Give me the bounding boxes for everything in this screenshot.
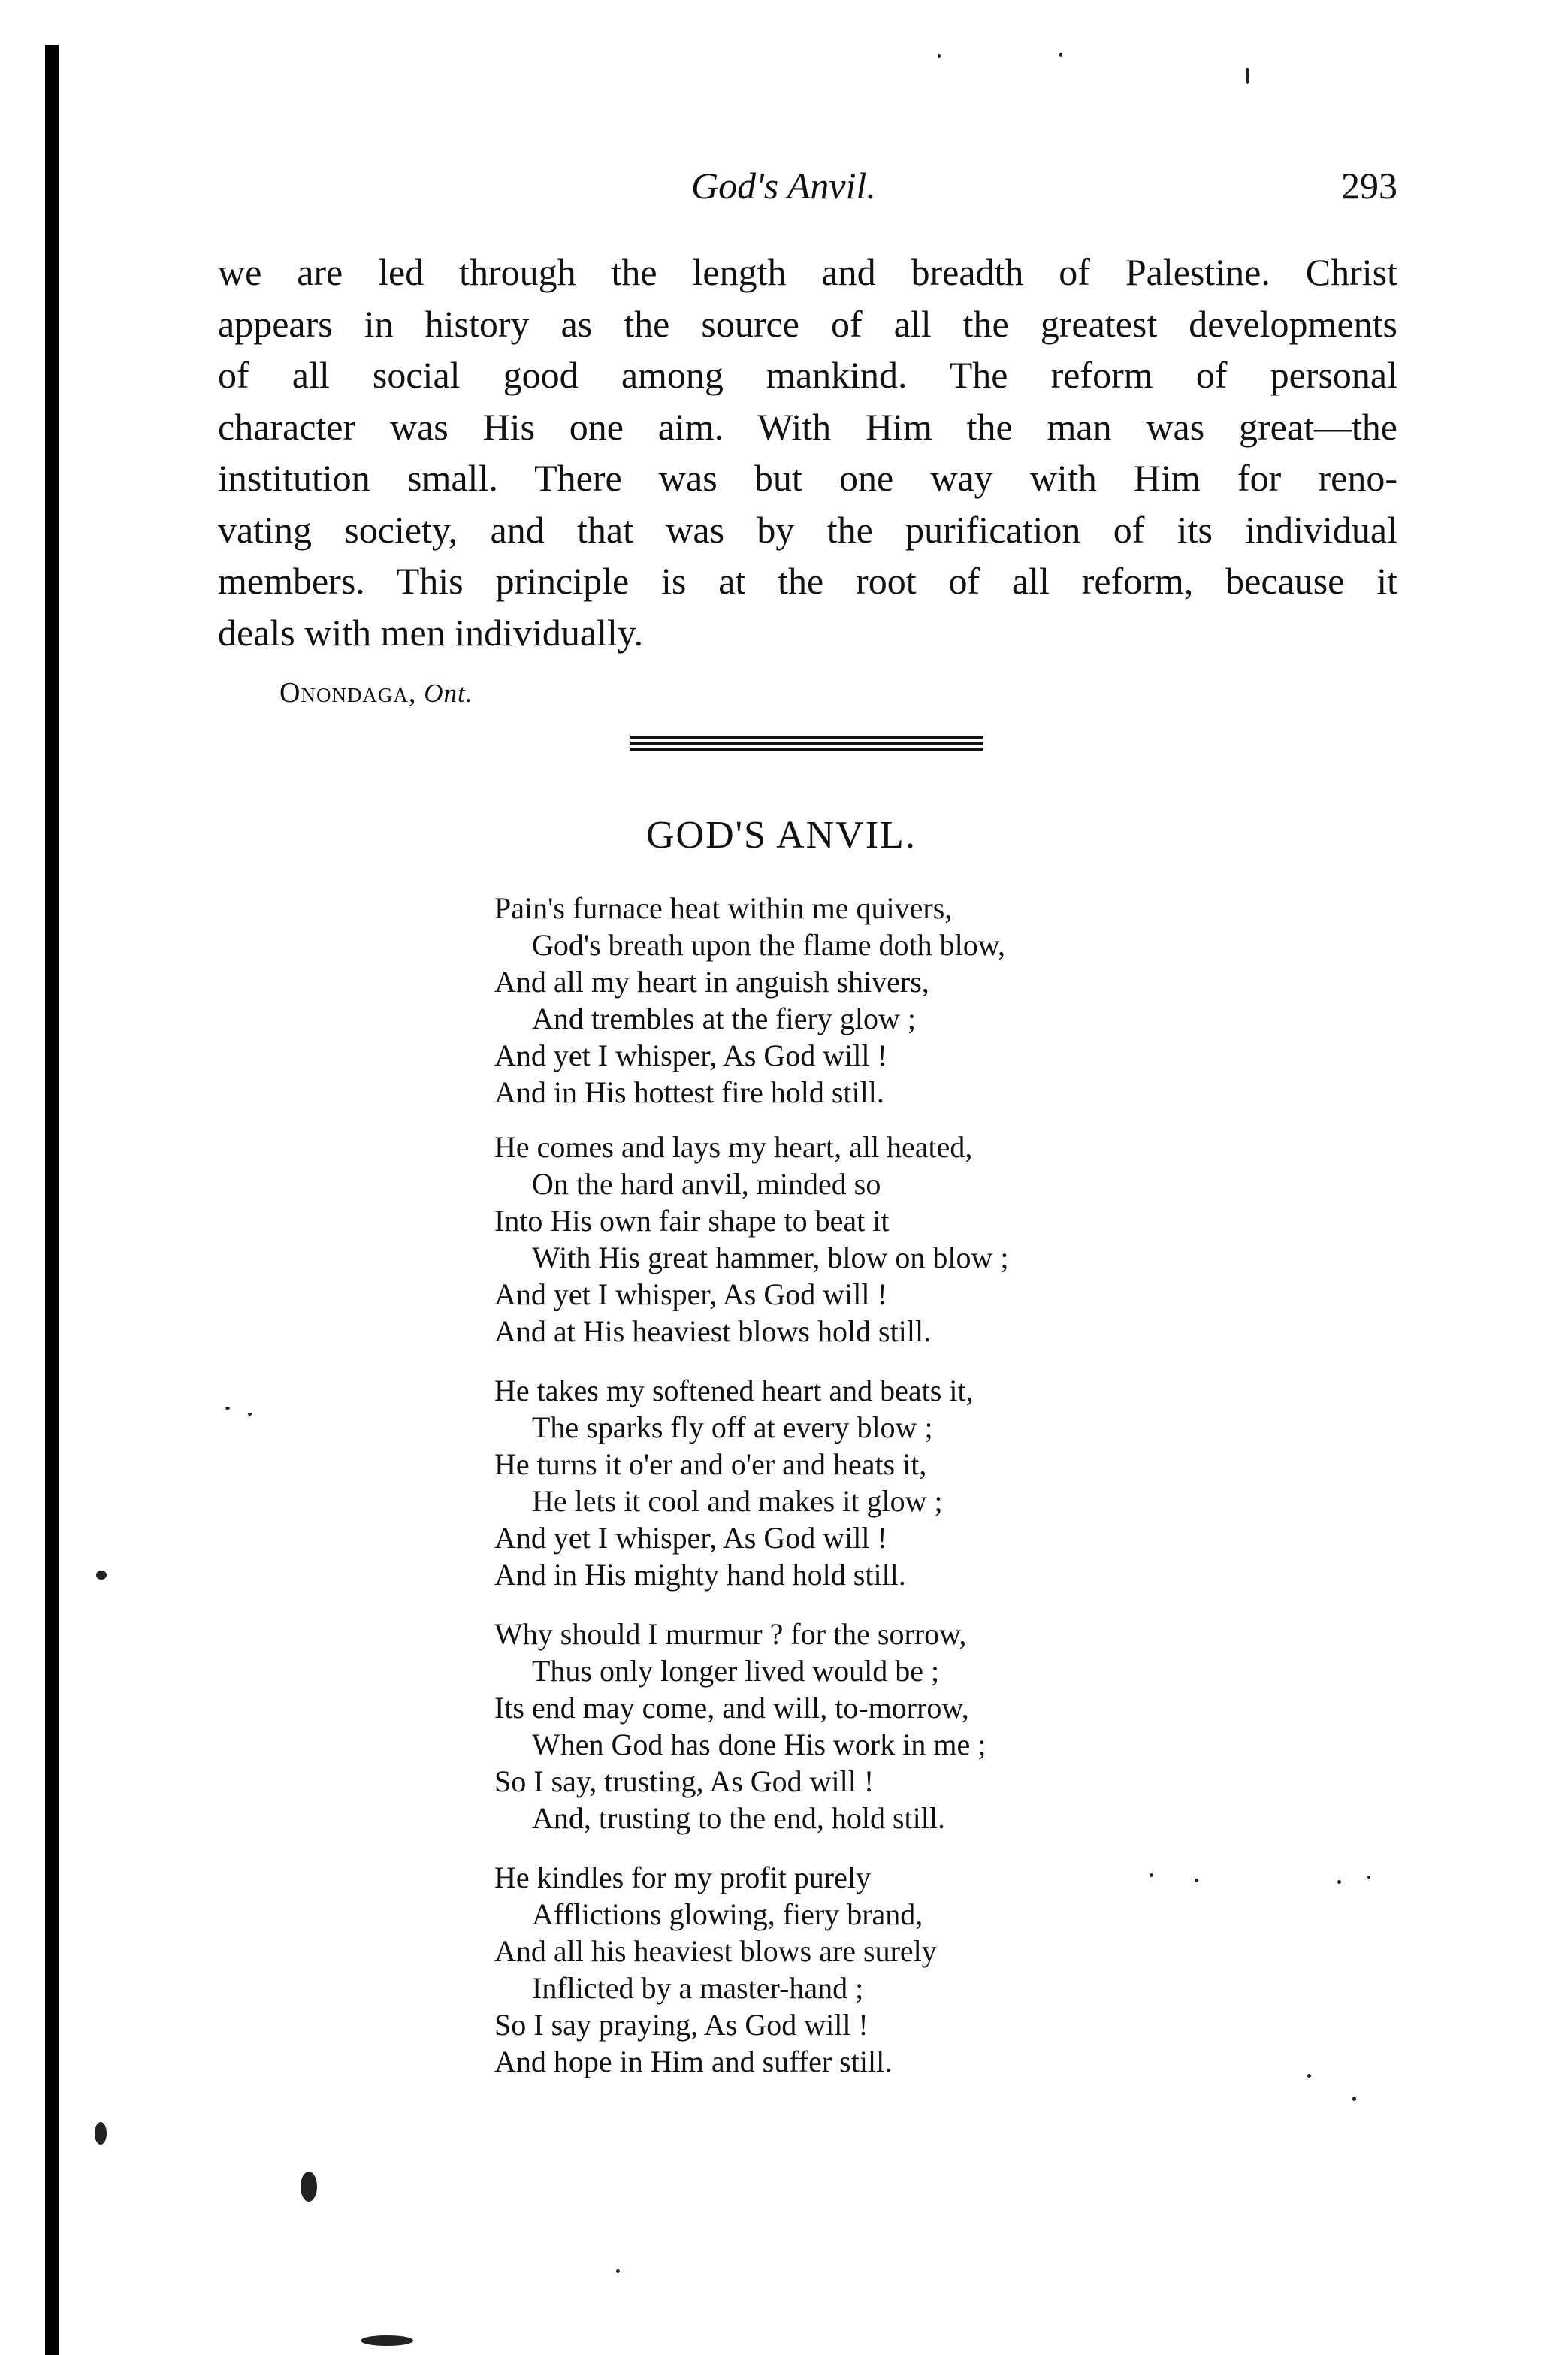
scan-speck [301,2172,317,2202]
verse-line: With His great hammer, blow on blow ; [532,1241,1009,1274]
stanza [494,1372,1171,1593]
prose-line: we are led through the length and breadth of Palestine. Christ [218,251,1397,293]
signature-province: Ont. [424,679,473,708]
verse-line: And yet I whisper, As God will ! [494,1521,887,1555]
scan-speck [1352,2097,1356,2101]
verse-line: Why should I murmur ? for the sorrow, [494,1617,967,1651]
verse-line: Pain's furnace heat within me quivers, [494,891,953,925]
prose-line: deals with men individually. [218,611,644,654]
verse-line: So I say, trusting, As God will ! [494,1764,875,1798]
verse-line: Into His own fair shape to beat it [494,1204,890,1238]
divider-line [630,736,983,739]
verse-line: Inflicted by a master-hand ; [532,1971,864,2005]
running-title: God's Anvil. [691,165,876,207]
verse-line: He lets it cool and makes it glow ; [532,1484,943,1518]
page-number: 293 [1341,165,1397,207]
verse-line: The sparks fly off at every blow ; [532,1410,933,1444]
verse-line: He kindles for my profit purely [494,1861,871,1894]
stanza [494,890,1171,1111]
verse-line: And all his heaviest blows are surely [494,1934,937,1968]
scan-speck [1307,2074,1311,2078]
verse-line: And in His mighty hand hold still. [494,1558,906,1592]
verse-line: And yet I whisper, As God will ! [494,1038,887,1072]
binding-edge [45,45,59,2355]
section-divider [630,736,983,753]
verse-line: He takes my softened heart and beats it, [494,1374,974,1407]
scan-speck [1337,1880,1341,1884]
prose-paragraph [218,246,1397,658]
scan-speck [616,2269,620,2273]
signature-place: Onondaga, [279,677,417,709]
scan-speck [1150,1873,1153,1877]
scan-speck [96,1571,107,1580]
scan-speck [95,2122,107,2145]
verse-line: And in His hottest fire hold still. [494,1075,884,1109]
running-head [218,164,1397,209]
verse-line: And trembles at the fiery glow ; [532,1002,916,1035]
stanza [494,1859,1171,2080]
verse-line: And at His heaviest blows hold still. [494,1314,932,1348]
scan-speck [1195,1879,1198,1882]
verse-line: And hope in Him and suffer still. [494,2045,893,2078]
prose-line: of all social good among mankind. The reform of personal [218,354,1397,396]
divider-line [630,748,983,751]
verse-line: So I say praying, As God will ! [494,2008,869,2042]
divider-line [630,742,983,745]
prose-line: character was His one aim. With Him the man was great—the [218,405,1397,448]
prose-line: members. This principle is at the root of all reform, because it [218,560,1397,602]
verse-line: Its end may come, and will, to-morrow, [494,1691,969,1725]
scan-speck [1059,53,1062,57]
signature [279,676,473,709]
prose-line: institution small. There was but one way with Him for reno- [218,457,1397,499]
stanza [494,1129,1171,1350]
prose-line: vating society, and that was by the purification of its individual [218,508,1397,551]
scan-speck [1367,1876,1370,1879]
prose-line: appears in history as the source of all the greatest developments [218,302,1397,345]
verse-line: Afflictions glowing, fiery brand, [532,1897,923,1931]
scan-speck [248,1413,252,1416]
scan-speck [225,1407,230,1410]
scan-speck [1246,68,1249,84]
stanza [494,1616,1171,1837]
verse-line: On the hard anvil, minded so [532,1167,881,1201]
verse-line: And all my heart in anguish shivers, [494,965,929,999]
verse-line: Thus only longer lived would be ; [532,1654,940,1688]
verse-line: He turns it o'er and o'er and heats it, [494,1447,927,1481]
poem-title: GOD'S ANVIL. [646,814,917,857]
verse-line: And, trusting to the end, hold still. [532,1801,945,1835]
scan-speck [938,54,941,58]
verse-line: And yet I whisper, As God will ! [494,1277,887,1311]
verse-line: When God has done His work in me ; [532,1728,986,1761]
verse-line: He comes and lays my heart, all heated, [494,1130,973,1164]
scan-speck [361,2335,413,2346]
verse-line: God's breath upon the flame doth blow, [532,928,1006,962]
poem [494,890,1171,2080]
